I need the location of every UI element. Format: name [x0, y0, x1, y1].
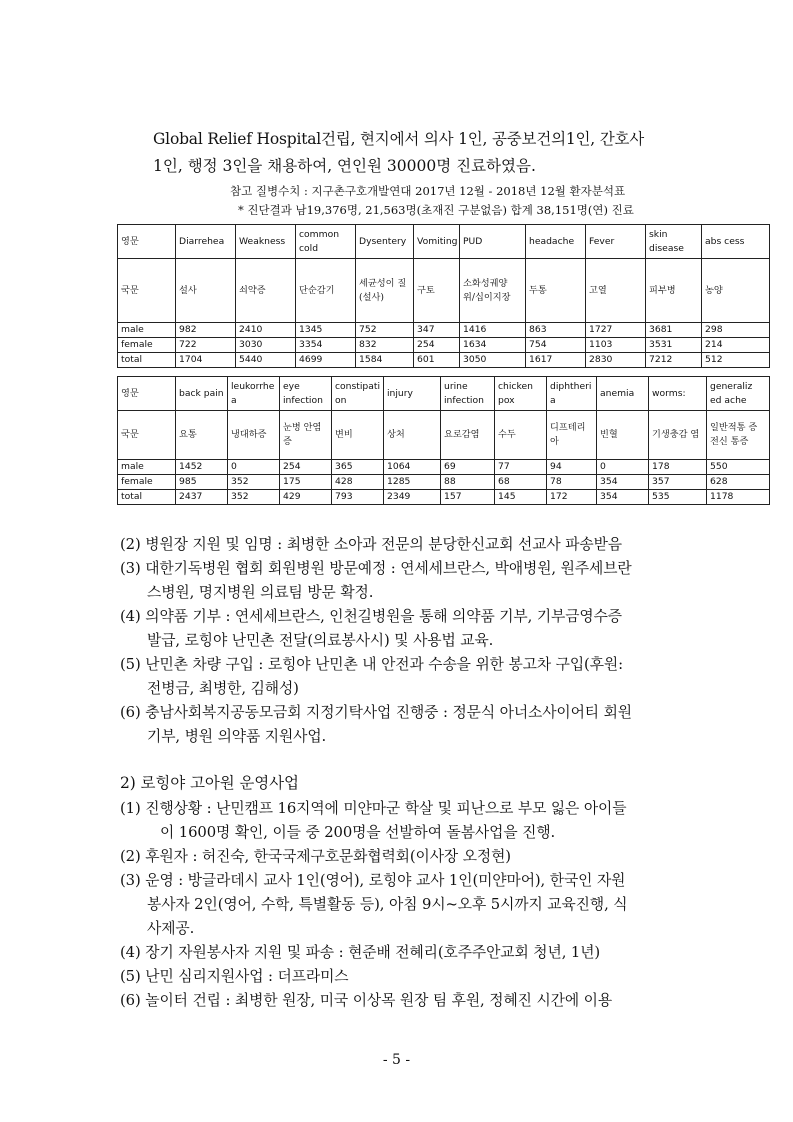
cell: 1064 [384, 460, 441, 475]
cell: 214 [702, 338, 770, 353]
col-header-ko: 단순감기 [296, 259, 356, 323]
cell: 88 [441, 475, 495, 490]
col-header-en: eye infection [280, 377, 332, 411]
col-header-ko: 수두 [495, 411, 547, 460]
intro-line-2: 1인, 행정 3인을 채용하여, 연인원 30000명 진료하였음. [153, 157, 536, 175]
orphanage-playground: (6) 놀이터 건립 : 최병한 원장, 미국 이상목 원장 팀 후원, 정혜진 시간에 이용 [120, 992, 613, 1009]
paragraph-welfare-fund-cont: 기부, 병원 의약품 지원사업. [147, 728, 327, 745]
cell: 1704 [176, 353, 236, 368]
cell: 512 [702, 353, 770, 368]
col-header-en: Vomiting [414, 225, 460, 259]
cell: 601 [414, 353, 460, 368]
cell: 1178 [707, 490, 770, 505]
orphanage-operation-cont2: 사제공. [147, 920, 195, 937]
section-heading: 2) 로힝야 고아원 운영사업 [120, 774, 299, 792]
cell: 1617 [526, 353, 586, 368]
table-row [118, 490, 770, 505]
col-header-ko: 변비 [332, 411, 384, 460]
cell: 352 [228, 475, 280, 490]
header-en-label: 영문 [118, 225, 176, 259]
col-header-en: urine infection [441, 377, 495, 411]
col-header-en: PUD [460, 225, 526, 259]
cell: 863 [526, 323, 586, 338]
cell: 754 [526, 338, 586, 353]
orphanage-status-cont: 이 1600명 확인, 이들 중 200명을 선발하여 돌봄사업을 진행. [160, 824, 556, 841]
cell: 78 [547, 475, 597, 490]
cell: 428 [332, 475, 384, 490]
cell: 178 [649, 460, 707, 475]
col-header-en: chicken pox [495, 377, 547, 411]
row-label: female [118, 338, 176, 353]
reference-note: 참고 질병수치 : 지구촌구호개발연대 2017년 12월 - 2018년 12월 환자분석표 [230, 184, 626, 198]
col-header-ko: 냉대하증 [228, 411, 280, 460]
col-header-en: Weakness [236, 225, 296, 259]
col-header-en: Diarrehea [176, 225, 236, 259]
col-header-ko: 소화성궤양 위/십이지장 [460, 259, 526, 323]
cell: 352 [228, 490, 280, 505]
cell: 1634 [460, 338, 526, 353]
cell: 365 [332, 460, 384, 475]
col-header-en: generaliz ed ache [707, 377, 770, 411]
cell: 254 [414, 338, 460, 353]
cell: 7212 [646, 353, 702, 368]
table-row [118, 323, 770, 338]
col-header-ko: 상처 [384, 411, 441, 460]
cell: 1416 [460, 323, 526, 338]
cell: 1345 [296, 323, 356, 338]
cell: 4699 [296, 353, 356, 368]
col-header-en: headache [526, 225, 586, 259]
table-row [118, 353, 770, 368]
cell: 68 [495, 475, 547, 490]
col-header-en: diphtheri a [547, 377, 597, 411]
col-header-en: injury [384, 377, 441, 411]
cell: 1452 [176, 460, 228, 475]
paragraph-medicine-donation-cont: 발급, 로힝야 난민촌 전달(의료봉사시) 및 사용법 교육. [147, 632, 494, 649]
col-header-en: back pain [176, 377, 228, 411]
orphanage-status: (1) 진행상황 : 난민캠프 16지역에 미얀마군 학살 및 피난으로 부모 잃은 아이들 [120, 800, 627, 817]
row-label: male [118, 323, 176, 338]
paragraph-hospital-director: (2) 병원장 지원 및 임명 : 최병한 소아과 전문의 분당한신교회 선교사 파송받음 [120, 536, 623, 553]
col-header-ko: 구토 [414, 259, 460, 323]
col-header-ko: 일반적통 증 전신 통증 [707, 411, 770, 460]
col-header-en: Fever [586, 225, 646, 259]
orphanage-sponsor: (2) 후원자 : 허진숙, 한국국제구호문화협력회(이사장 오정현) [120, 848, 511, 865]
cell: 3354 [296, 338, 356, 353]
cell: 1584 [356, 353, 414, 368]
cell: 298 [702, 323, 770, 338]
disease-table-1 [117, 224, 770, 368]
cell: 5440 [236, 353, 296, 368]
row-label: total [118, 490, 176, 505]
col-header-ko: 빈혈 [597, 411, 649, 460]
orphanage-volunteers: (4) 장기 자원봉사자 지원 및 파송 : 현준배 전혜리(호주주안교회 청년, 1년) [120, 944, 601, 961]
col-header-en: Dysentery [356, 225, 414, 259]
cell: 3050 [460, 353, 526, 368]
col-header-en: leukorrhe a [228, 377, 280, 411]
col-header-ko: 두통 [526, 259, 586, 323]
cell: 722 [176, 338, 236, 353]
cell: 347 [414, 323, 460, 338]
cell: 550 [707, 460, 770, 475]
cell: 628 [707, 475, 770, 490]
col-header-en: abs cess [702, 225, 770, 259]
cell: 157 [441, 490, 495, 505]
cell: 69 [441, 460, 495, 475]
col-header-en: common cold [296, 225, 356, 259]
diagnosis-note: * 진단결과 남19,376명, 21,563명(초재진 구분없음) 합계 38,151명(연) 진료 [238, 203, 634, 217]
col-header-en: skin disease [646, 225, 702, 259]
orphanage-operation: (3) 운영 : 방글라데시 교사 1인(영어), 로힝야 교사 1인(미얀마어), 한국인 자원 [120, 872, 626, 889]
col-header-ko: 농양 [702, 259, 770, 323]
col-header-ko: 피부병 [646, 259, 702, 323]
col-header-ko: 요로감염 [441, 411, 495, 460]
cell: 1285 [384, 475, 441, 490]
paragraph-medicine-donation: (4) 의약품 기부 : 연세세브란스, 인천길병원을 통해 의약품 기부, 기부금영수증 [120, 608, 623, 625]
cell: 145 [495, 490, 547, 505]
row-label: male [118, 460, 176, 475]
col-header-ko: 세균성이 질(설사) [356, 259, 414, 323]
col-header-ko: 디프테리 아 [547, 411, 597, 460]
cell: 1103 [586, 338, 646, 353]
cell: 354 [597, 475, 649, 490]
cell: 2830 [586, 353, 646, 368]
col-header-ko: 요통 [176, 411, 228, 460]
row-label: female [118, 475, 176, 490]
page-number: - 5 - [382, 1052, 411, 1068]
table-row [118, 475, 770, 490]
header-ko-label: 국문 [118, 411, 176, 460]
cell: 982 [176, 323, 236, 338]
cell: 535 [649, 490, 707, 505]
cell: 793 [332, 490, 384, 505]
paragraph-vehicle-cont: 전병금, 최병한, 김해성) [147, 680, 299, 697]
cell: 354 [597, 490, 649, 505]
cell: 2437 [176, 490, 228, 505]
cell: 3531 [646, 338, 702, 353]
paragraph-hospital-visit-cont: 스병원, 명지병원 의료팀 방문 확정. [147, 584, 374, 601]
col-header-ko: 고열 [586, 259, 646, 323]
cell: 985 [176, 475, 228, 490]
header-ko-label: 국문 [118, 259, 176, 323]
cell: 2349 [384, 490, 441, 505]
cell: 254 [280, 460, 332, 475]
paragraph-vehicle: (5) 난민촌 차량 구입 : 로힝야 난민촌 내 안전과 수송을 위한 봉고차 구입(후원: [120, 656, 623, 673]
col-header-en: worms: [649, 377, 707, 411]
row-label: total [118, 353, 176, 368]
cell: 0 [228, 460, 280, 475]
header-en-label: 영문 [118, 377, 176, 411]
col-header-ko: 설사 [176, 259, 236, 323]
orphanage-psychological-support: (5) 난민 심리지원사업 : 더프라미스 [120, 968, 349, 985]
table-row [118, 338, 770, 353]
cell: 1727 [586, 323, 646, 338]
cell: 2410 [236, 323, 296, 338]
cell: 0 [597, 460, 649, 475]
intro-line-1: Global Relief Hospital건립, 현지에서 의사 1인, 공중보건의1인, 간호사 [153, 130, 645, 148]
paragraph-welfare-fund: (6) 충남사회복지공동모금회 지정기탁사업 진행중 : 정문식 아너소사이어티 회원 [120, 704, 632, 721]
col-header-ko: 눈병 안염증 [280, 411, 332, 460]
cell: 172 [547, 490, 597, 505]
cell: 3681 [646, 323, 702, 338]
col-header-ko: 기생충감 염 [649, 411, 707, 460]
cell: 94 [547, 460, 597, 475]
cell: 832 [356, 338, 414, 353]
cell: 429 [280, 490, 332, 505]
paragraph-hospital-visit: (3) 대한기독병원 협회 회원병원 방문예정 : 연세세브란스, 박애병원, 원주세브란 [120, 560, 632, 577]
cell: 752 [356, 323, 414, 338]
col-header-ko: 쇠약증 [236, 259, 296, 323]
cell: 3030 [236, 338, 296, 353]
orphanage-operation-cont: 봉사자 2인(영어, 수학, 특별활동 등), 아침 9시~오후 5시까지 교육진행, 식 [147, 896, 628, 913]
table-row [118, 460, 770, 475]
cell: 357 [649, 475, 707, 490]
cell: 77 [495, 460, 547, 475]
disease-table-2 [117, 376, 770, 505]
cell: 175 [280, 475, 332, 490]
col-header-en: anemia [597, 377, 649, 411]
col-header-en: constipati on [332, 377, 384, 411]
